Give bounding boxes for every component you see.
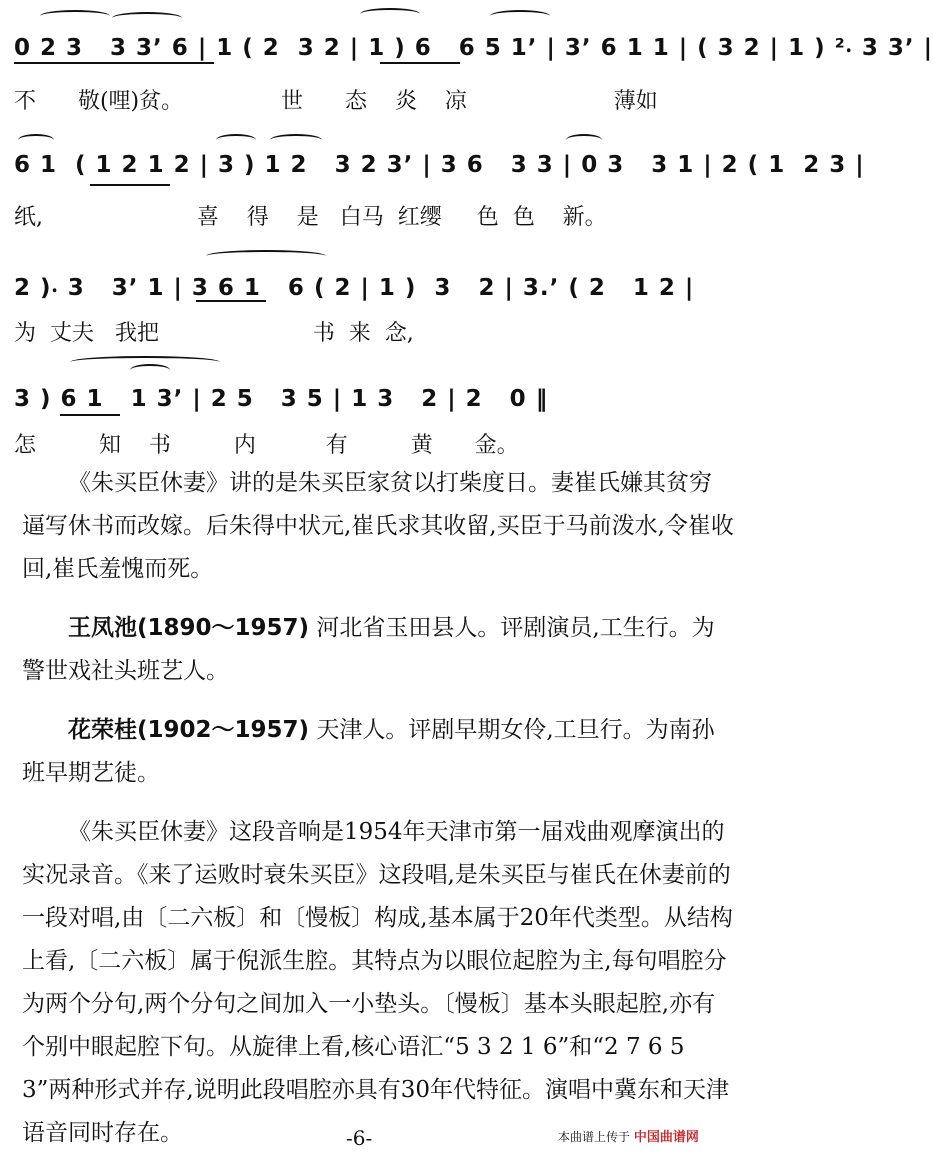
- site-logo[interactable]: 中国曲谱网: [633, 1130, 699, 1145]
- lyric-row-3: 为 丈夫 我把 书 来 念,: [14, 321, 414, 346]
- paragraph-summary: 《朱买臣休妻》讲的是朱买臣家贫以打柴度日。妻崔氏嫌其贫穷逼写休书而改嫁。后朱得中状元,崔氏求其收留,买臣于马前泼水,令崔收回,崔氏羞愧而死。: [22, 470, 734, 582]
- slur: [360, 8, 420, 20]
- page-number: -6-: [346, 1126, 373, 1150]
- beam-line: [380, 62, 460, 64]
- paragraph-performer-1: 王凤池(1890～1957) 河北省玉田县人。评剧演员,工生行。为警世戏社头班艺人。: [22, 615, 715, 684]
- notation-row-2: 6 1 ( 1 2 1 2 | 3 ) 1 2 3 2 3ʼ | 3 6 3 3 | 0 3 3 1 | 2 ( 1 2 3 |: [14, 152, 865, 178]
- beam-line: [90, 184, 170, 186]
- slur: [216, 134, 256, 146]
- beam-line: [14, 62, 214, 64]
- paragraph-analysis: 《朱买臣休妻》这段音响是1954年天津市第一届戏曲观摩演出的实况录音。《来了运败时衰朱买臣》这段唱,是朱买臣与崔氏在休妻前的一段对唱,由〔二六板〕和〔慢板〕构成,基本属于20年代类型。从结构上看,〔二六板〕属于倪派生腔。其特点为以眼位起腔为主,每句唱腔分为两个分句,两个分句之间加入一小垫头。〔慢板〕基本头眼起腔,亦有个别中眼起腔下句。从旋律上看,核心语汇“5 3 2 1 6”和“2 7 6 5 3”两种形式并存,说明此段唱腔亦具有30年代特征。演唱中冀东和天津语音同时存在。: [22, 819, 733, 1146]
- slur: [40, 10, 110, 22]
- slur: [112, 12, 182, 24]
- lyric-row-4: 怎 知 书 内 有 黄 金。: [14, 433, 519, 458]
- slur: [566, 134, 602, 146]
- slur: [18, 134, 54, 146]
- lyric-row-1: 不 敬(哩)贫。 世 态 炎 凉 薄如: [14, 89, 658, 114]
- beam-line: [60, 414, 120, 416]
- credit-text: 本曲谱上传于: [558, 1130, 631, 1144]
- slur: [206, 250, 326, 262]
- slur: [270, 134, 322, 146]
- prose: [22, 462, 734, 1171]
- slur: [490, 10, 550, 22]
- notation-row-3: 2 )⸳ 3 3ʼ 1 | 3 6 1 6 ( 2 | 1 ) 3 2 | 3.ʼ ( 2 1 2 |: [14, 275, 695, 301]
- notation-row-4: 3 ) 6 1 1 3ʼ | 2 5 3 5 | 1 3 2 | 2 0 ‖: [14, 386, 549, 412]
- beam-line: [196, 300, 266, 302]
- paragraph-performer-2: 花荣桂(1902～1957) 天津人。评剧早期女伶,工旦行。为南孙班早期艺徒。: [22, 717, 715, 786]
- lyric-row-2: 纸, 喜 得 是 白马 红缨 色 色 新。: [14, 205, 607, 230]
- upload-credit: [558, 1126, 699, 1145]
- slur: [130, 364, 170, 376]
- notation-row-1: 0 2 3 3 3ʼ 6 | 1 ( 2 3 2 | 1 ) 6 6 5 1ʼ | 3ʼ 6 1 1 | ( 3 2 | 1 ) ²⸳ 3 3ʼ |: [14, 35, 933, 61]
